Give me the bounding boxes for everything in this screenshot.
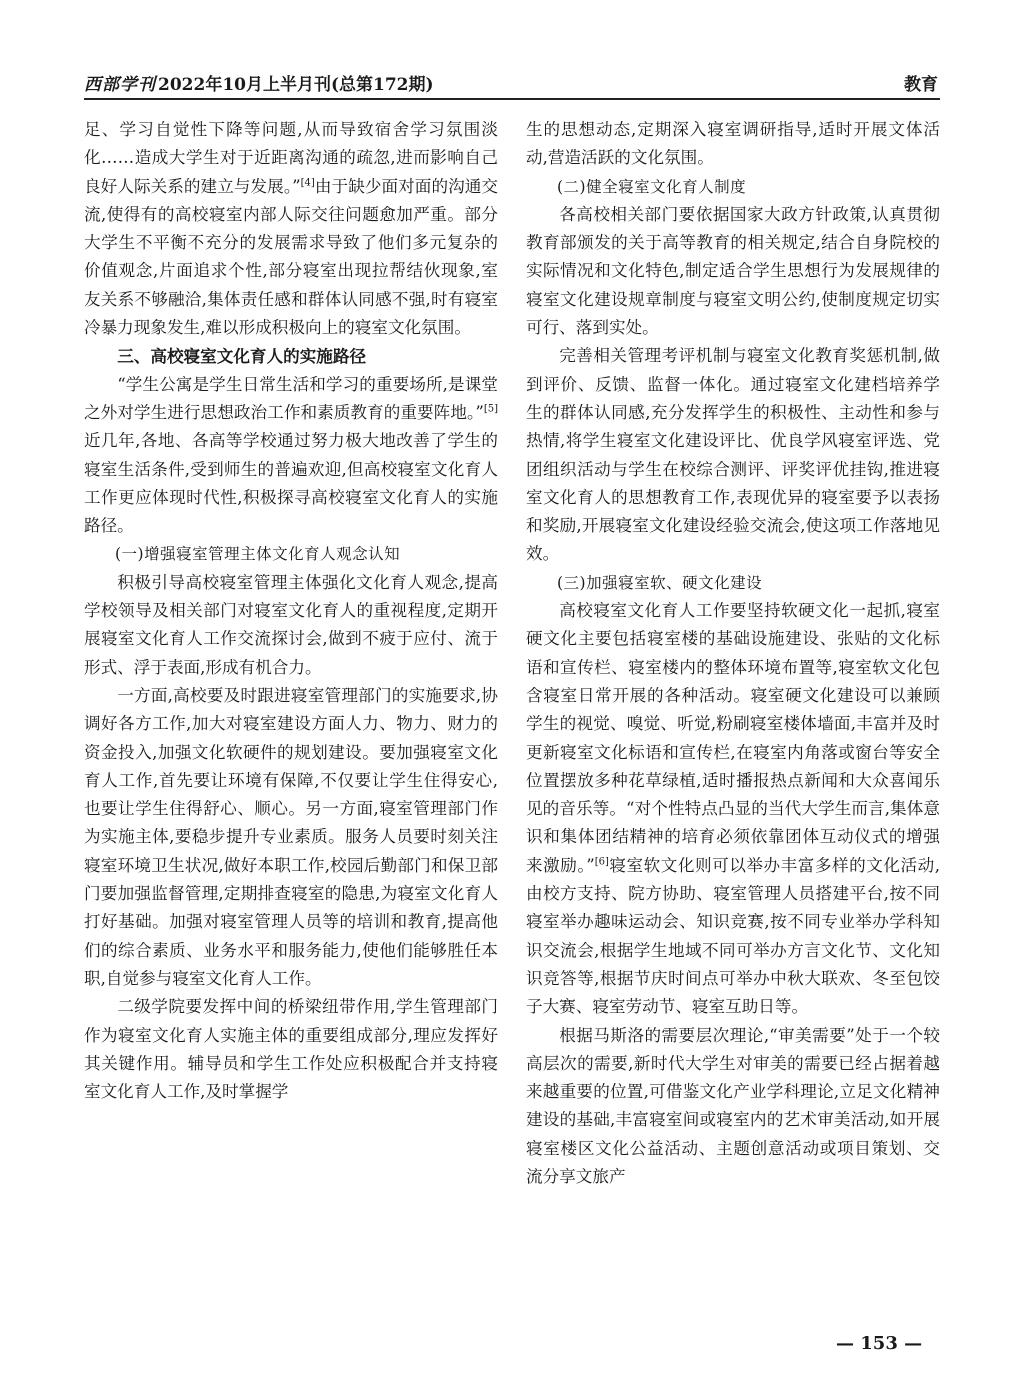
paragraph: 各高校相关部门要依据国家大政方针政策,认真贯彻教育部颁发的关于高等教育的相关规定,结合自身院校的实际情况和文化特色,制定适合学生思想行为发展规律的寝室文化建设规章制度与寝室文明公约,使制度规定切实可行、落到实处。	[526, 204, 940, 338]
citation-ref: [5]	[483, 403, 498, 415]
subsection-heading: (一)增强寝室管理主体文化育人观念认知	[115, 545, 401, 564]
section-heading: 三、高校寝室文化育人的实施路径	[117, 346, 367, 367]
paragraph: 积极引导高校寝室管理主体强化文化育人观念,提高学校领导及相关部门对寝室文化育人的重视程度,定期开展寝室文化育人工作交流探讨会,做到不疲于应付、流于形式、浮于表面,形成有机合力。	[84, 572, 498, 677]
right-column	[526, 116, 940, 1191]
subsection-heading: (二)健全寝室文化育人制度	[557, 177, 747, 196]
section-label: 教育	[904, 75, 938, 95]
citation-ref: [4]	[300, 177, 315, 189]
paragraph: 足、学习自觉性下降等问题,从而导致宿舍学习氛围淡化……造成大学生对于近距离沟通的疏忽,进而影响自己良好人际关系的建立与发展。”[4]由于缺少面对面的沟通交流,使得有的高校寝室内部人际交往问题愈加严重。部分大学生不平衡不充分的发展需求导致了他们多元复杂的价值观念,片面追求个性,部分寝室出现拉帮结伙现象,室友关系不够融洽,集体责任感和群体认同感不强,时有寝室冷暴力现象发生,难以形成积极向上的寝室文化氛围。	[84, 120, 498, 338]
paragraph: 一方面,高校要及时跟进寝室管理部门的实施要求,协调好各方工作,加大对寝室建设方面人力、物力、财力的资金投入,加强文化软硬件的规划建设。要加强寝室文化育人工作,首先要让环境有保障,不仅要让学生住得安心,也要让学生住得舒心、顺心。另一方面,寝室管理部门作为实施主体,要稳步提升专业素质。服务人员要时刻关注寝室环境卫生状况,做好本职工作,校园后勤部门和保卫部门要加强监督管理,定期排查寝室的隐患,为寝室文化育人打好基础。加强对寝室管理人员等的培训和教育,提高他们的综合素质、业务水平和服务能力,使他们能够胜任本职,自觉参与寝室文化育人工作。	[84, 685, 498, 988]
journal-issue	[84, 70, 434, 95]
page-header	[84, 68, 940, 100]
paragraph: 根据马斯洛的需要层次理论,“审美需要”处于一个较高层次的需要,新时代大学生对审美的需要已经占据着越来越重要的位置,可借鉴文化产业学科理论,立足文化精神建设的基础,丰富寝室间或寝室内的艺术审美活动,如开展寝室楼区文化公益活动、主题创意活动或项目策划、交流分享文旅产	[526, 1025, 940, 1186]
journal-logo: 西部学刊	[84, 75, 156, 95]
paragraph: 生的思想动态,定期深入寝室调研指导,适时开展文体活动,营造活跃的文化氛围。	[526, 120, 940, 168]
paragraph: 完善相关管理考评机制与寝室文化教育奖惩机制,做到评价、反馈、监督一体化。通过寝室文化建档培养学生的群体认同感,充分发挥学生的积极性、主动性和参与热情,将学生寝室文化建设评比、优良学风寝室评选、党团组织活动与学生在校综合测评、评奖评优挂钩,推进寝室文化育人的思想教育工作,表现优异的寝室要予以表扬和奖励,开展寝室文化建设经验交流会,使这项工作落地见效。	[526, 346, 940, 564]
citation-ref: [6]	[594, 856, 609, 868]
page-number: — 153 —	[836, 1333, 923, 1354]
issue-label: 2022年10月上半月刊(总第172期)	[158, 75, 434, 95]
paragraph: 二级学院要发挥中间的桥梁纽带作用,学生管理部门作为寝室文化育人实施主体的重要组成部分,理应发挥好其关键作用。辅导员和学生工作处应积极配合并支持寝室文化育人工作,及时掌握学	[84, 997, 498, 1102]
subsection-heading: (三)加强寝室软、硬文化建设	[557, 573, 763, 592]
paragraph: 高校寝室文化育人工作要坚持软硬文化一起抓,寝室硬文化主要包括寝室楼的基础设施建设、张贴的文化标语和宣传栏、寝室楼内的整体环境布置等,寝室软文化包含寝室日常开展的各种活动。寝室硬文化建设可以兼顾学生的视觉、嗅觉、听觉,粉刷寝室楼体墙面,丰富并及时更新寝室文化标语和宣传栏,在寝室内角落或窗台等安全位置摆放多种花草绿植,适时播报热点新闻和大众喜闻乐见的音乐等。“对个性特点凸显的当代大学生而言,集体意识和集体团结精神的培育必须依靠团体互动仪式的增强来激励。”[6]寝室软文化则可以举办丰富多样的文化活动,由校方支持、院方协助、寝室管理人员搭建平台,按不同寝室举办趣味运动会、知识竞赛,按不同专业举办学科知识交流会,根据学生地域不同可举办方言文化节、文化知识竞答等,根据节庆时间点可举办中秋大联欢、冬至包饺子大赛、寝室劳动节、寝室互助日等。	[526, 601, 941, 1017]
left-column	[84, 116, 498, 1106]
paragraph: “学生公寓是学生日常生活和学习的重要场所,是课堂之外对学生进行思想政治工作和素质教育的重要阵地。”[5]近几年,各地、各高等学校通过努力极大地改善了学生的寝室生活条件,受到师生的普遍欢迎,但高校寝室文化育人工作更应体现时代性,积极探寻高校寝室文化育人的实施路径。	[84, 374, 498, 536]
